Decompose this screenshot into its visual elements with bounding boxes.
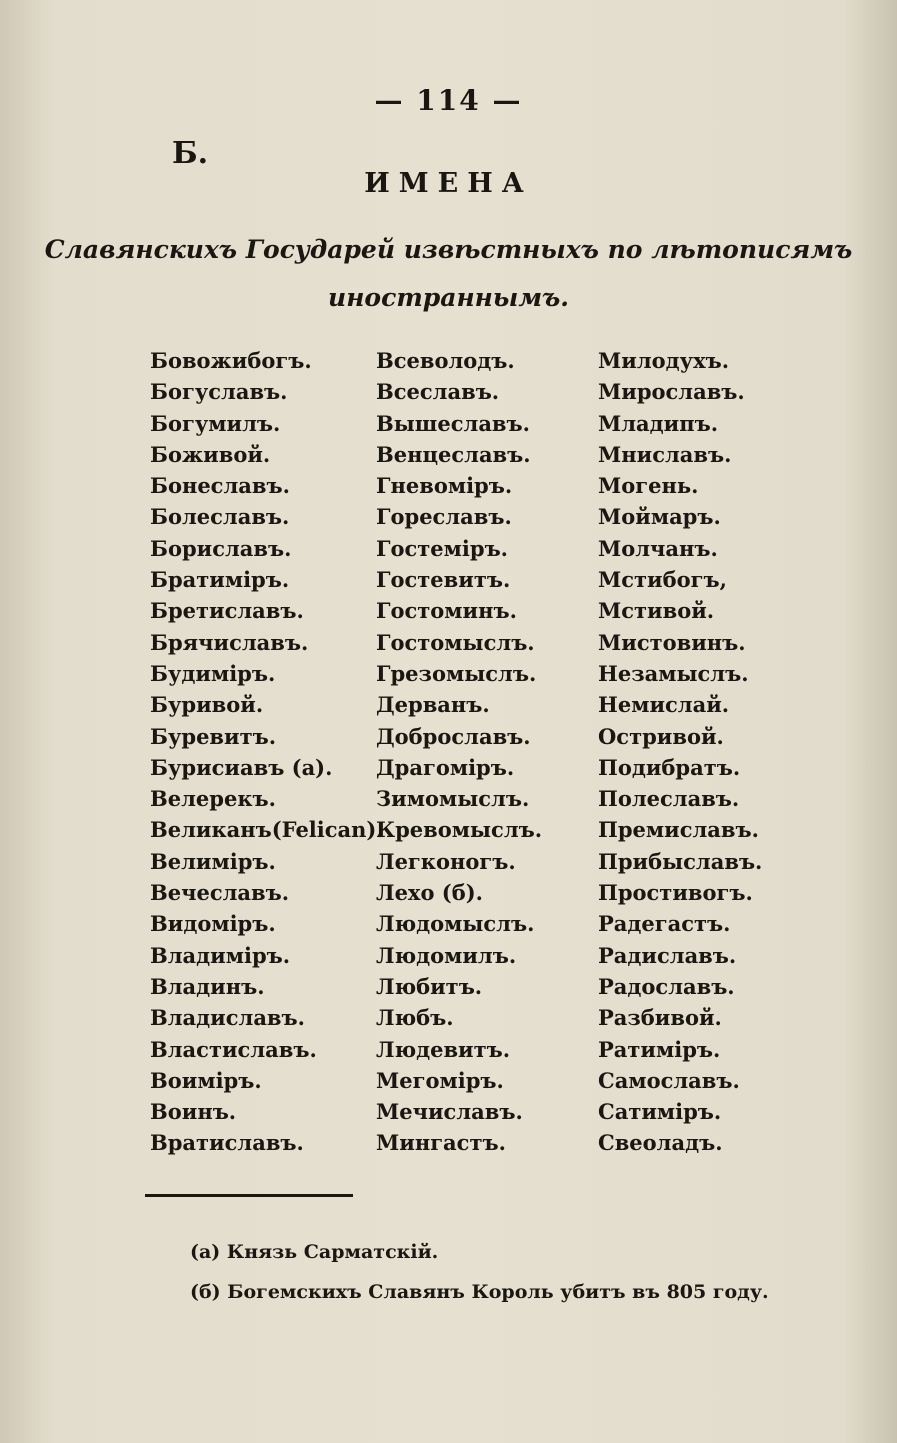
name-entry: Великанъ(Felican). xyxy=(150,817,384,843)
name-entry: Воинъ. xyxy=(150,1099,237,1125)
name-entry: Богумилъ. xyxy=(150,410,281,436)
name-entry: Владинъ. xyxy=(150,973,265,999)
name-entry: Будимiръ. xyxy=(150,660,276,686)
name-entry: Вышеславъ. xyxy=(376,410,530,436)
name-entry: Владиславъ. xyxy=(150,1005,305,1031)
name-entry: Властиславъ. xyxy=(150,1036,317,1062)
name-entry: Любъ. xyxy=(376,1005,454,1031)
name-entry: Немислай. xyxy=(598,692,730,718)
name-entry: Мниславъ. xyxy=(598,441,732,467)
names-column-2 xyxy=(376,345,542,1159)
name-entry: Милодухъ. xyxy=(598,348,730,373)
name-entry: Кревомыслъ. xyxy=(376,817,543,843)
name-entry: Разбивой. xyxy=(598,1005,722,1031)
name-entry: Гостоминъ. xyxy=(376,598,517,624)
signature-mark: Б. xyxy=(172,136,209,171)
name-entry: Молчанъ. xyxy=(598,535,718,561)
name-entry: Видомiръ. xyxy=(150,911,276,937)
name-entry: Незамыслъ. xyxy=(598,660,749,686)
name-entry: Сатимiръ. xyxy=(598,1099,722,1125)
page-number: — 114 — xyxy=(374,84,523,117)
name-entry: Мингастъ. xyxy=(376,1130,506,1156)
name-entry: Мстивой. xyxy=(598,598,715,624)
name-entry: Болеславъ. xyxy=(150,504,290,530)
name-entry: Подибратъ. xyxy=(598,754,741,780)
name-entry: Прибыславъ. xyxy=(598,848,763,874)
name-entry: Радегастъ. xyxy=(598,911,731,937)
name-entry: Дерванъ. xyxy=(376,692,490,718)
name-entry: Всеславъ. xyxy=(376,379,500,405)
name-entry: Радославъ. xyxy=(598,973,735,999)
name-entry: Свеоладъ. xyxy=(598,1130,723,1156)
name-entry: Остривой. xyxy=(598,723,724,749)
name-entry: Мстибогъ, xyxy=(598,567,727,593)
name-entry: Зимомыслъ. xyxy=(376,786,530,812)
name-entry: Драгомiръ. xyxy=(376,754,515,780)
name-entry: Братимiръ. xyxy=(150,567,290,593)
name-entry: Лехо (б). xyxy=(376,880,483,906)
footnotes xyxy=(190,1232,769,1312)
name-entry: Полеславъ. xyxy=(598,786,740,812)
name-entry: Вратиславъ. xyxy=(150,1130,304,1156)
name-entry: Владимiръ. xyxy=(150,942,291,968)
name-entry: Бонеславъ. xyxy=(150,473,290,499)
name-entry: Премиславъ. xyxy=(598,817,759,843)
page-subtitle xyxy=(0,226,897,322)
name-entry: Мечиславъ. xyxy=(376,1099,523,1125)
name-entry: Брячиславъ. xyxy=(150,629,309,655)
name-entry: Гореславъ. xyxy=(376,504,512,530)
name-entry: Гневомiръ. xyxy=(376,473,513,499)
name-entry: Вечеславъ. xyxy=(150,880,290,906)
name-entry: Самославъ. xyxy=(598,1067,740,1093)
page-title: ИМЕНА xyxy=(364,168,533,199)
name-entry: Ратимiръ. xyxy=(598,1036,721,1062)
name-entry: Могень. xyxy=(598,473,699,499)
name-entry: Воимiръ. xyxy=(150,1067,262,1093)
name-entry: Боживой. xyxy=(150,441,271,467)
name-entry: Велерекъ. xyxy=(150,786,276,812)
name-entry: Мистовинъ. xyxy=(598,629,746,655)
name-entry: Богуславъ. xyxy=(150,379,288,405)
subtitle-line-2: иностраннымъ. xyxy=(328,283,569,312)
name-entry: Простивогъ. xyxy=(598,880,753,906)
name-entry: Бретиславъ. xyxy=(150,598,304,624)
name-entry: Мегомiръ. xyxy=(376,1067,504,1093)
footnote-a: (а) Князь Сарматскiй. xyxy=(190,1241,439,1263)
subtitle-line-1: Славянскихъ Государей извѣстныхъ по лѣтописямъ xyxy=(44,235,853,264)
name-entry: Бурисиавъ (а). xyxy=(150,754,333,780)
footnote-b: (б) Богемскихъ Славянъ Король убитъ въ 805 году. xyxy=(190,1281,769,1303)
name-entry: Бориславъ. xyxy=(150,535,292,561)
name-entry: Младипъ. xyxy=(598,410,719,436)
name-entry: Людомилъ. xyxy=(376,942,517,968)
footnote-rule xyxy=(145,1194,353,1197)
name-entry: Людомыслъ. xyxy=(376,911,535,937)
name-entry: Доброславъ. xyxy=(376,723,531,749)
names-column-3 xyxy=(598,345,762,1159)
name-entry: Всеволодъ. xyxy=(376,348,515,373)
name-entry: Радиславъ. xyxy=(598,942,737,968)
names-column-1 xyxy=(150,345,384,1159)
name-entry: Людевитъ. xyxy=(376,1036,511,1062)
name-entry: Грезомыслъ. xyxy=(376,660,537,686)
name-entry: Моймаръ. xyxy=(598,504,721,530)
name-entry: Гостомыслъ. xyxy=(376,629,535,655)
name-entry: Буривой. xyxy=(150,692,264,718)
name-entry: Венцеславъ. xyxy=(376,441,531,467)
name-entry: Велимiръ. xyxy=(150,848,276,874)
name-entry: Легконогъ. xyxy=(376,848,516,874)
name-entry: Гостевитъ. xyxy=(376,567,511,593)
name-entry: Буревитъ. xyxy=(150,723,277,749)
name-entry: Мирославъ. xyxy=(598,379,745,405)
name-entry: Гостемiръ. xyxy=(376,535,508,561)
name-entry: Любитъ. xyxy=(376,973,483,999)
name-entry: Бовожибогъ. xyxy=(150,348,312,373)
